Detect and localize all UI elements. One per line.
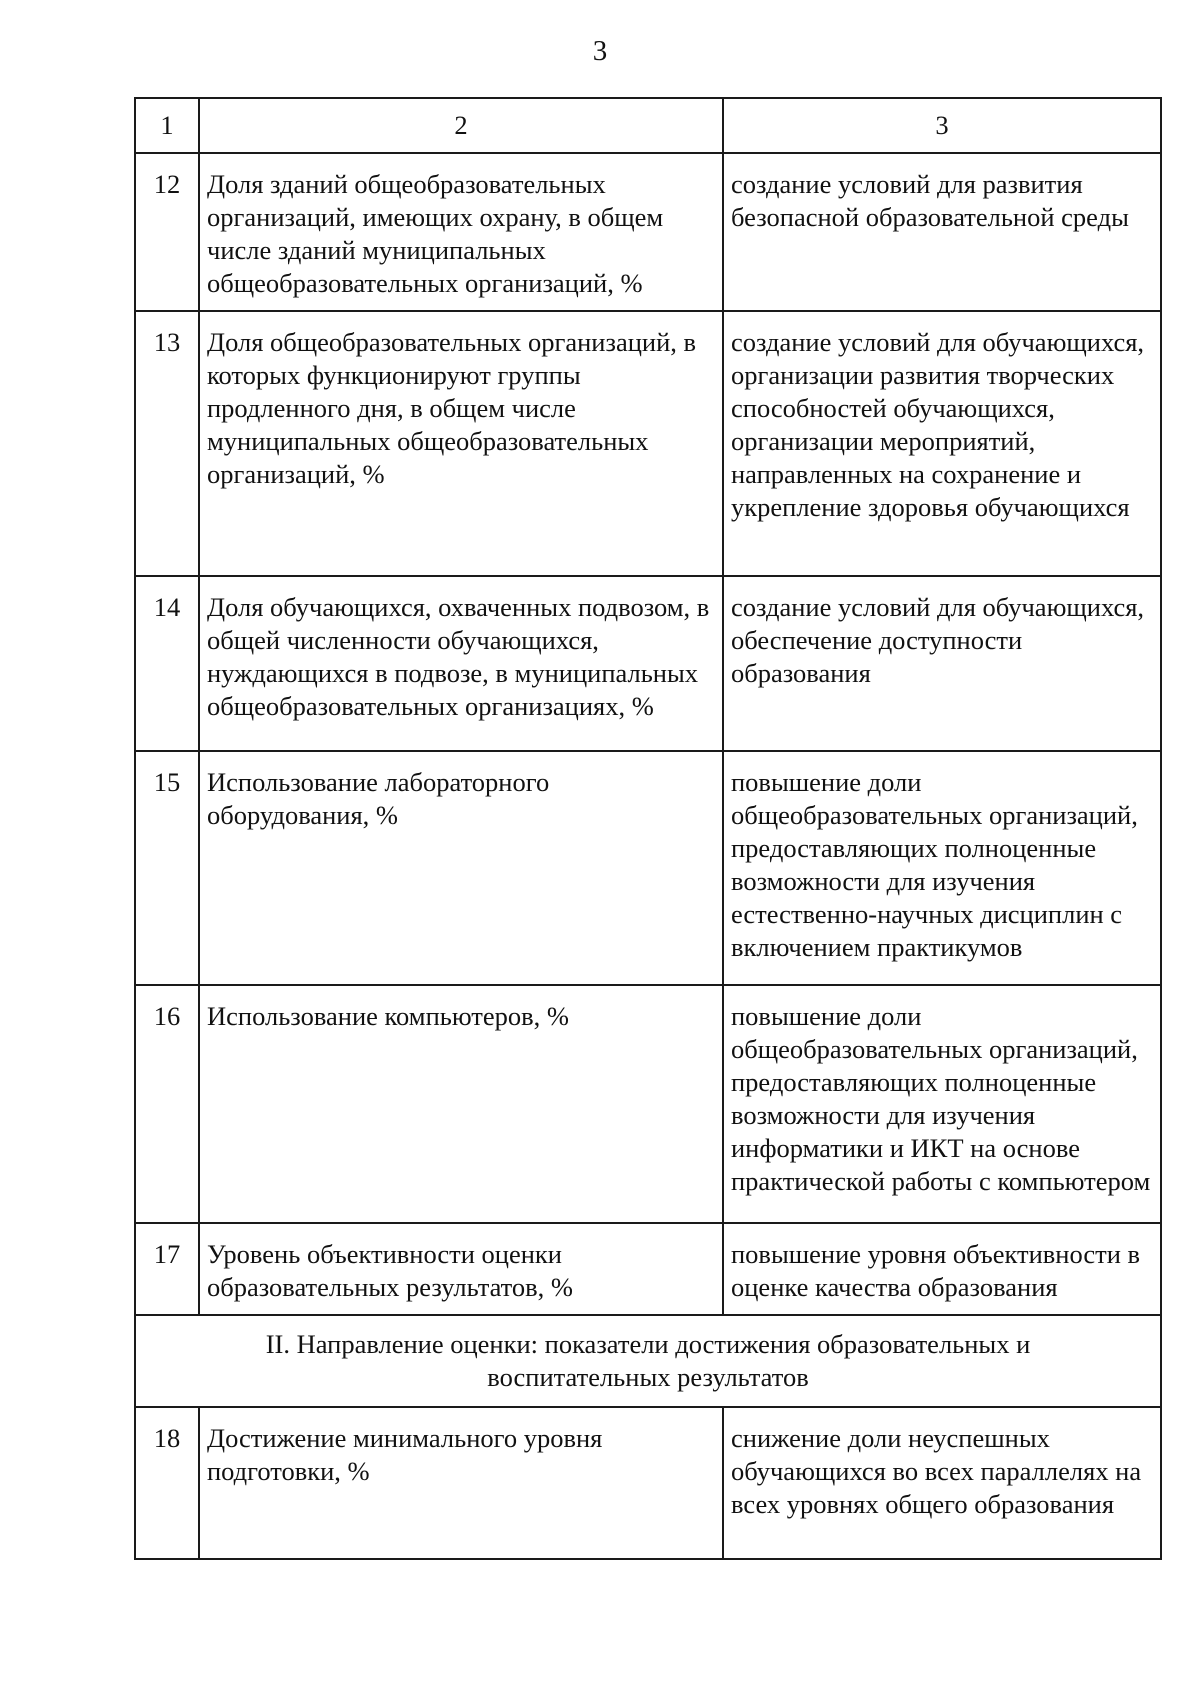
page-number: 3 — [592, 35, 608, 67]
purpose-cell: повышение уровня объективности в оценке качества образования — [723, 1223, 1161, 1315]
column-header-indicator: 2 — [199, 98, 723, 153]
table-header-row — [135, 98, 1161, 153]
row-number: 18 — [135, 1407, 199, 1559]
indicator-cell: Использование лабораторного оборудования, % — [199, 751, 723, 985]
row-number: 15 — [135, 751, 199, 985]
table-row — [135, 1223, 1161, 1315]
table-row — [135, 751, 1161, 985]
indicator-cell: Доля обучающихся, охваченных подвозом, в общей численности обучающихся, нуждающихся в подвозе, в муниципальных общеобразовательных организациях, % — [199, 576, 723, 751]
indicator-cell: Использование компьютеров, % — [199, 985, 723, 1223]
section-row — [135, 1315, 1161, 1407]
section-title: II. Направление оценки: показатели достижения образовательных и воспитательных результатов — [135, 1315, 1161, 1407]
row-number: 16 — [135, 985, 199, 1223]
column-header-number: 1 — [135, 98, 199, 153]
purpose-cell: создание условий для развития безопасной образовательной среды — [723, 153, 1161, 311]
row-number: 14 — [135, 576, 199, 751]
indicator-cell: Уровень объективности оценки образовательных результатов, % — [199, 1223, 723, 1315]
indicators-table — [134, 97, 1162, 1560]
column-header-purpose: 3 — [723, 98, 1161, 153]
indicator-cell: Доля общеобразовательных организаций, в которых функционируют группы продленного дня, в общем числе муниципальных общеобразовательных организаций, % — [199, 311, 723, 576]
table-row — [135, 311, 1161, 576]
purpose-cell: создание условий для обучающихся, обеспечение доступности образования — [723, 576, 1161, 751]
row-number: 12 — [135, 153, 199, 311]
indicator-cell: Доля зданий общеобразовательных организаций, имеющих охрану, в общем числе зданий муниципальных общеобразовательных организаций, % — [199, 153, 723, 311]
purpose-cell: повышение доли общеобразовательных организаций, предоставляющих полноценные возможности для изучения информатики и ИКТ на основе практической работы с компьютером — [723, 985, 1161, 1223]
purpose-cell: создание условий для обучающихся, организации развития творческих способностей обучающихся, организации мероприятий, направленных на сохранение и укрепление здоровья обучающихся — [723, 311, 1161, 576]
table-row — [135, 985, 1161, 1223]
purpose-cell: повышение доли общеобразовательных организаций, предоставляющих полноценные возможности для изучения естественно-научных дисциплин с включением практикумов — [723, 751, 1161, 985]
row-number: 13 — [135, 311, 199, 576]
table-row — [135, 576, 1161, 751]
indicator-cell: Достижение минимального уровня подготовки, % — [199, 1407, 723, 1559]
purpose-cell: снижение доли неуспешных обучающихся во всех параллелях на всех уровнях общего образования — [723, 1407, 1161, 1559]
row-number: 17 — [135, 1223, 199, 1315]
table-row — [135, 1407, 1161, 1559]
table-row — [135, 153, 1161, 311]
